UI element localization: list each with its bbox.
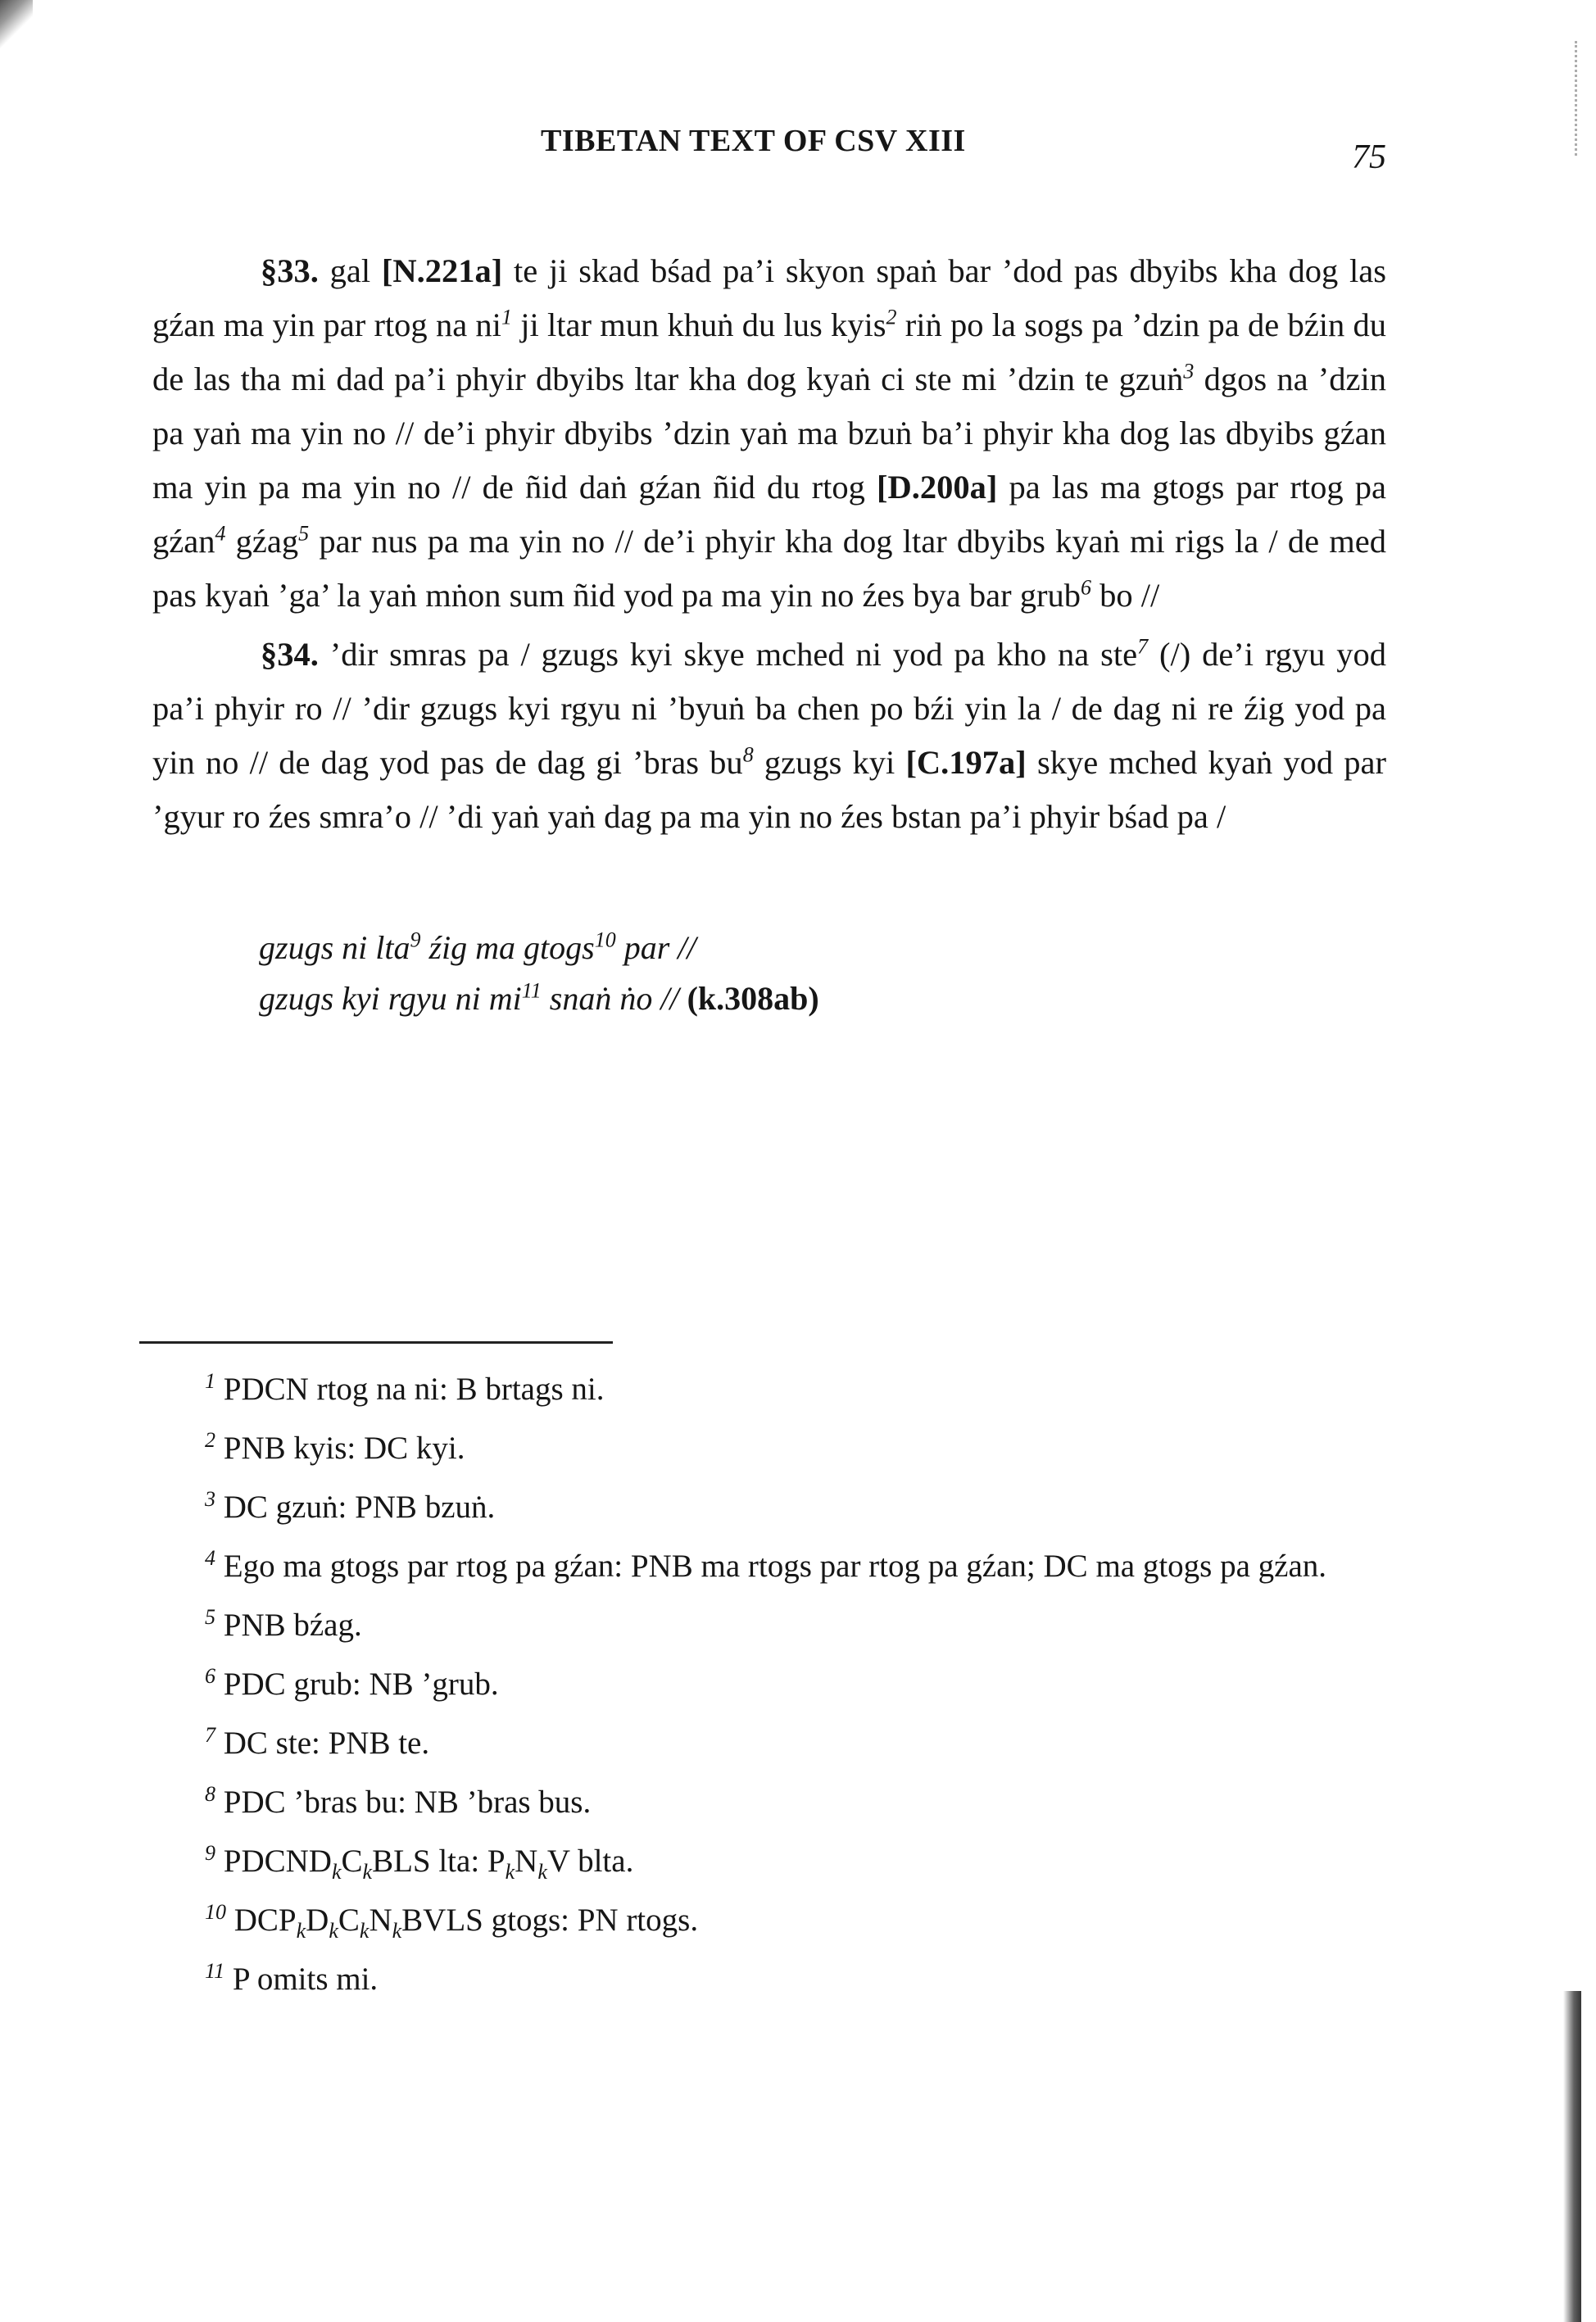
footnote-text: PDCND — [223, 1844, 332, 1879]
verse-text: źig ma gtogs — [428, 929, 595, 966]
text-run: (/) de’i rgyu yod pa’i phyir ro // ’dir gzugs kyi rgyu ni ’byuṅ ba chen po bźi yin la / de dag ni re źig yod pa yin no // de dag yod pas de dag gi ’bras bu — [152, 636, 1387, 781]
footnote-number: 9 — [205, 1841, 215, 1865]
paragraph-34 — [152, 628, 1386, 844]
footnote-marker: 7 — [1137, 634, 1149, 659]
text-run: ji ltar mun khuṅ du lus kyis — [520, 306, 886, 343]
text-run: pa las ma gtogs par rtog pa gźan — [152, 469, 1386, 560]
footnote-marker: 10 — [594, 927, 616, 952]
siglum-subscript: k — [362, 1859, 373, 1884]
footnote-marker: 9 — [410, 927, 421, 952]
footnote-number: 3 — [205, 1487, 215, 1511]
footnote-text: DC gzuṅ: PNB bzuṅ. — [223, 1490, 496, 1525]
footnote-marker: 4 — [215, 521, 226, 546]
footnote-7 — [139, 1722, 1385, 1765]
footnote-1 — [139, 1368, 1385, 1411]
footnote-6 — [139, 1663, 1385, 1706]
verse-line-2 — [259, 973, 996, 1024]
siglum-subscript: k — [392, 1918, 402, 1943]
footnote-text: PNB bźag. — [223, 1608, 362, 1643]
scan-edge-shadow — [1563, 1991, 1581, 2322]
siglum-subscript: k — [331, 1859, 342, 1884]
text-run: gal — [329, 252, 371, 289]
text-run: te ji skad bśad pa’i skyon spaṅ bar ’dod pas dbyibs kha dog las gźan ma yin par rtog na ni — [152, 252, 1387, 343]
footnote-number: 10 — [205, 1900, 226, 1924]
footnote-marker: 2 — [886, 305, 897, 329]
footnote-text: Ego ma gtogs par rtog pa gźan: PNB ma rtogs par rtog pa gźan; DC ma gtogs pa gźan. — [223, 1549, 1327, 1584]
text-run: par nus pa ma yin no // de’i phyir kha dog ltar dbyibs kyaṅ mi rigs la / de med pas kyaṅ ’ga’ la yaṅ mṅon sum ñid yod pa ma yin no źes bya bar grub — [152, 523, 1387, 614]
folio-ref: [C.197a] — [905, 744, 1027, 781]
footnote-text: N — [515, 1844, 538, 1879]
footnote-marker: 8 — [742, 742, 754, 767]
text-run: gzugs kyi — [764, 744, 895, 781]
karika-ref: (k.308ab) — [687, 980, 819, 1017]
footnote-text: C — [341, 1844, 363, 1879]
footnote-8 — [139, 1781, 1385, 1824]
footnote-marker: 3 — [1183, 359, 1195, 383]
footnote-5 — [139, 1604, 1385, 1647]
footnote-number: 1 — [205, 1369, 215, 1393]
footnote-text: N — [369, 1902, 392, 1938]
folio-ref: [N.221a] — [381, 252, 503, 289]
paragraph-33 — [152, 244, 1386, 623]
footnote-10 — [139, 1899, 1385, 1942]
footnote-text: C — [338, 1902, 360, 1938]
verse-block — [259, 923, 996, 1024]
footnote-marker: 1 — [501, 305, 512, 329]
text-run: skye mched kyaṅ yod par ’gyur ro źes smra’o // ’di yaṅ yaṅ dag pa ma yin no źes bstan pa’i phyir bśad pa / — [152, 744, 1387, 835]
text-run: riṅ po la sogs pa ’dzin pa de bźin du de las tha mi dad pa’i phyir dbyibs ltar kha dog kyaṅ ci ste mi ’dzin te gzuṅ — [152, 306, 1387, 397]
footnote-text: DCP — [234, 1902, 297, 1938]
text-run: bo // — [1100, 577, 1160, 614]
footnote-marker: 6 — [1080, 575, 1091, 600]
footnote-2 — [139, 1427, 1385, 1470]
siglum-subscript: k — [537, 1859, 547, 1884]
siglum-subscript: k — [505, 1859, 515, 1884]
section-label: §33. — [261, 252, 319, 289]
folio-ref: [D.200a] — [877, 469, 998, 506]
siglum-subscript: k — [359, 1918, 370, 1943]
footnote-text: DC ste: PNB te. — [223, 1726, 430, 1761]
page-number: 75 — [1352, 138, 1386, 176]
scan-corner-mark — [0, 0, 33, 49]
footnote-marker: 5 — [298, 521, 310, 546]
footnote-text: BLS lta: P — [372, 1844, 506, 1879]
main-text — [152, 244, 1386, 844]
text-run: gźag — [235, 523, 299, 560]
footnote-11 — [139, 1958, 1385, 2001]
footnote-3 — [139, 1486, 1385, 1529]
footnote-rule — [139, 1341, 613, 1344]
footnote-text: V blta. — [546, 1844, 634, 1879]
footnotes — [139, 1368, 1385, 2017]
footnote-number: 6 — [205, 1664, 215, 1688]
footnote-number: 8 — [205, 1782, 215, 1806]
footnote-number: 11 — [205, 1959, 225, 1983]
footnote-text: D — [306, 1902, 329, 1938]
verse-line-1 — [259, 923, 996, 973]
running-title: TIBETAN TEXT OF CSV XIII — [541, 124, 966, 158]
footnote-9 — [139, 1840, 1385, 1883]
section-label: §34. — [261, 636, 319, 673]
verse-text: snaṅ ṅo // — [549, 980, 679, 1017]
footnote-marker: 11 — [521, 978, 542, 1003]
footnote-text: P omits mi. — [232, 1961, 379, 1997]
footnote-4 — [139, 1545, 1385, 1588]
text-run: dgos na ’dzin pa yaṅ ma yin no // de’i phyir dbyibs ’dzin yaṅ ma bzuṅ ba’i phyir kha dog las dbyibs gźan ma yin pa ma yin no // de ñid daṅ gźan ñid du rtog — [152, 361, 1387, 506]
footnote-number: 4 — [205, 1546, 215, 1570]
verse-text: gzugs kyi rgyu ni mi — [259, 980, 522, 1017]
text-run: ’dir smras pa / gzugs kyi skye mched ni yod pa kho na ste — [329, 636, 1138, 673]
siglum-subscript: k — [296, 1918, 306, 1943]
footnote-text: PDC ’bras bu: NB ’bras bus. — [223, 1785, 592, 1820]
scan-specks — [1575, 41, 1585, 156]
verse-text: gzugs ni lta — [259, 929, 410, 966]
footnote-text: PDC grub: NB ’grub. — [223, 1667, 499, 1702]
footnote-text: PNB kyis: DC kyi. — [223, 1431, 465, 1466]
verse-text: par // — [623, 929, 696, 966]
footnote-number: 7 — [205, 1723, 215, 1747]
footnote-number: 2 — [205, 1428, 215, 1452]
siglum-subscript: k — [329, 1918, 338, 1943]
footnote-number: 5 — [205, 1605, 215, 1629]
footnote-text: BVLS gtogs: PN rtogs. — [401, 1902, 699, 1938]
footnote-text: PDCN rtog na ni: B brtags ni. — [223, 1372, 605, 1407]
